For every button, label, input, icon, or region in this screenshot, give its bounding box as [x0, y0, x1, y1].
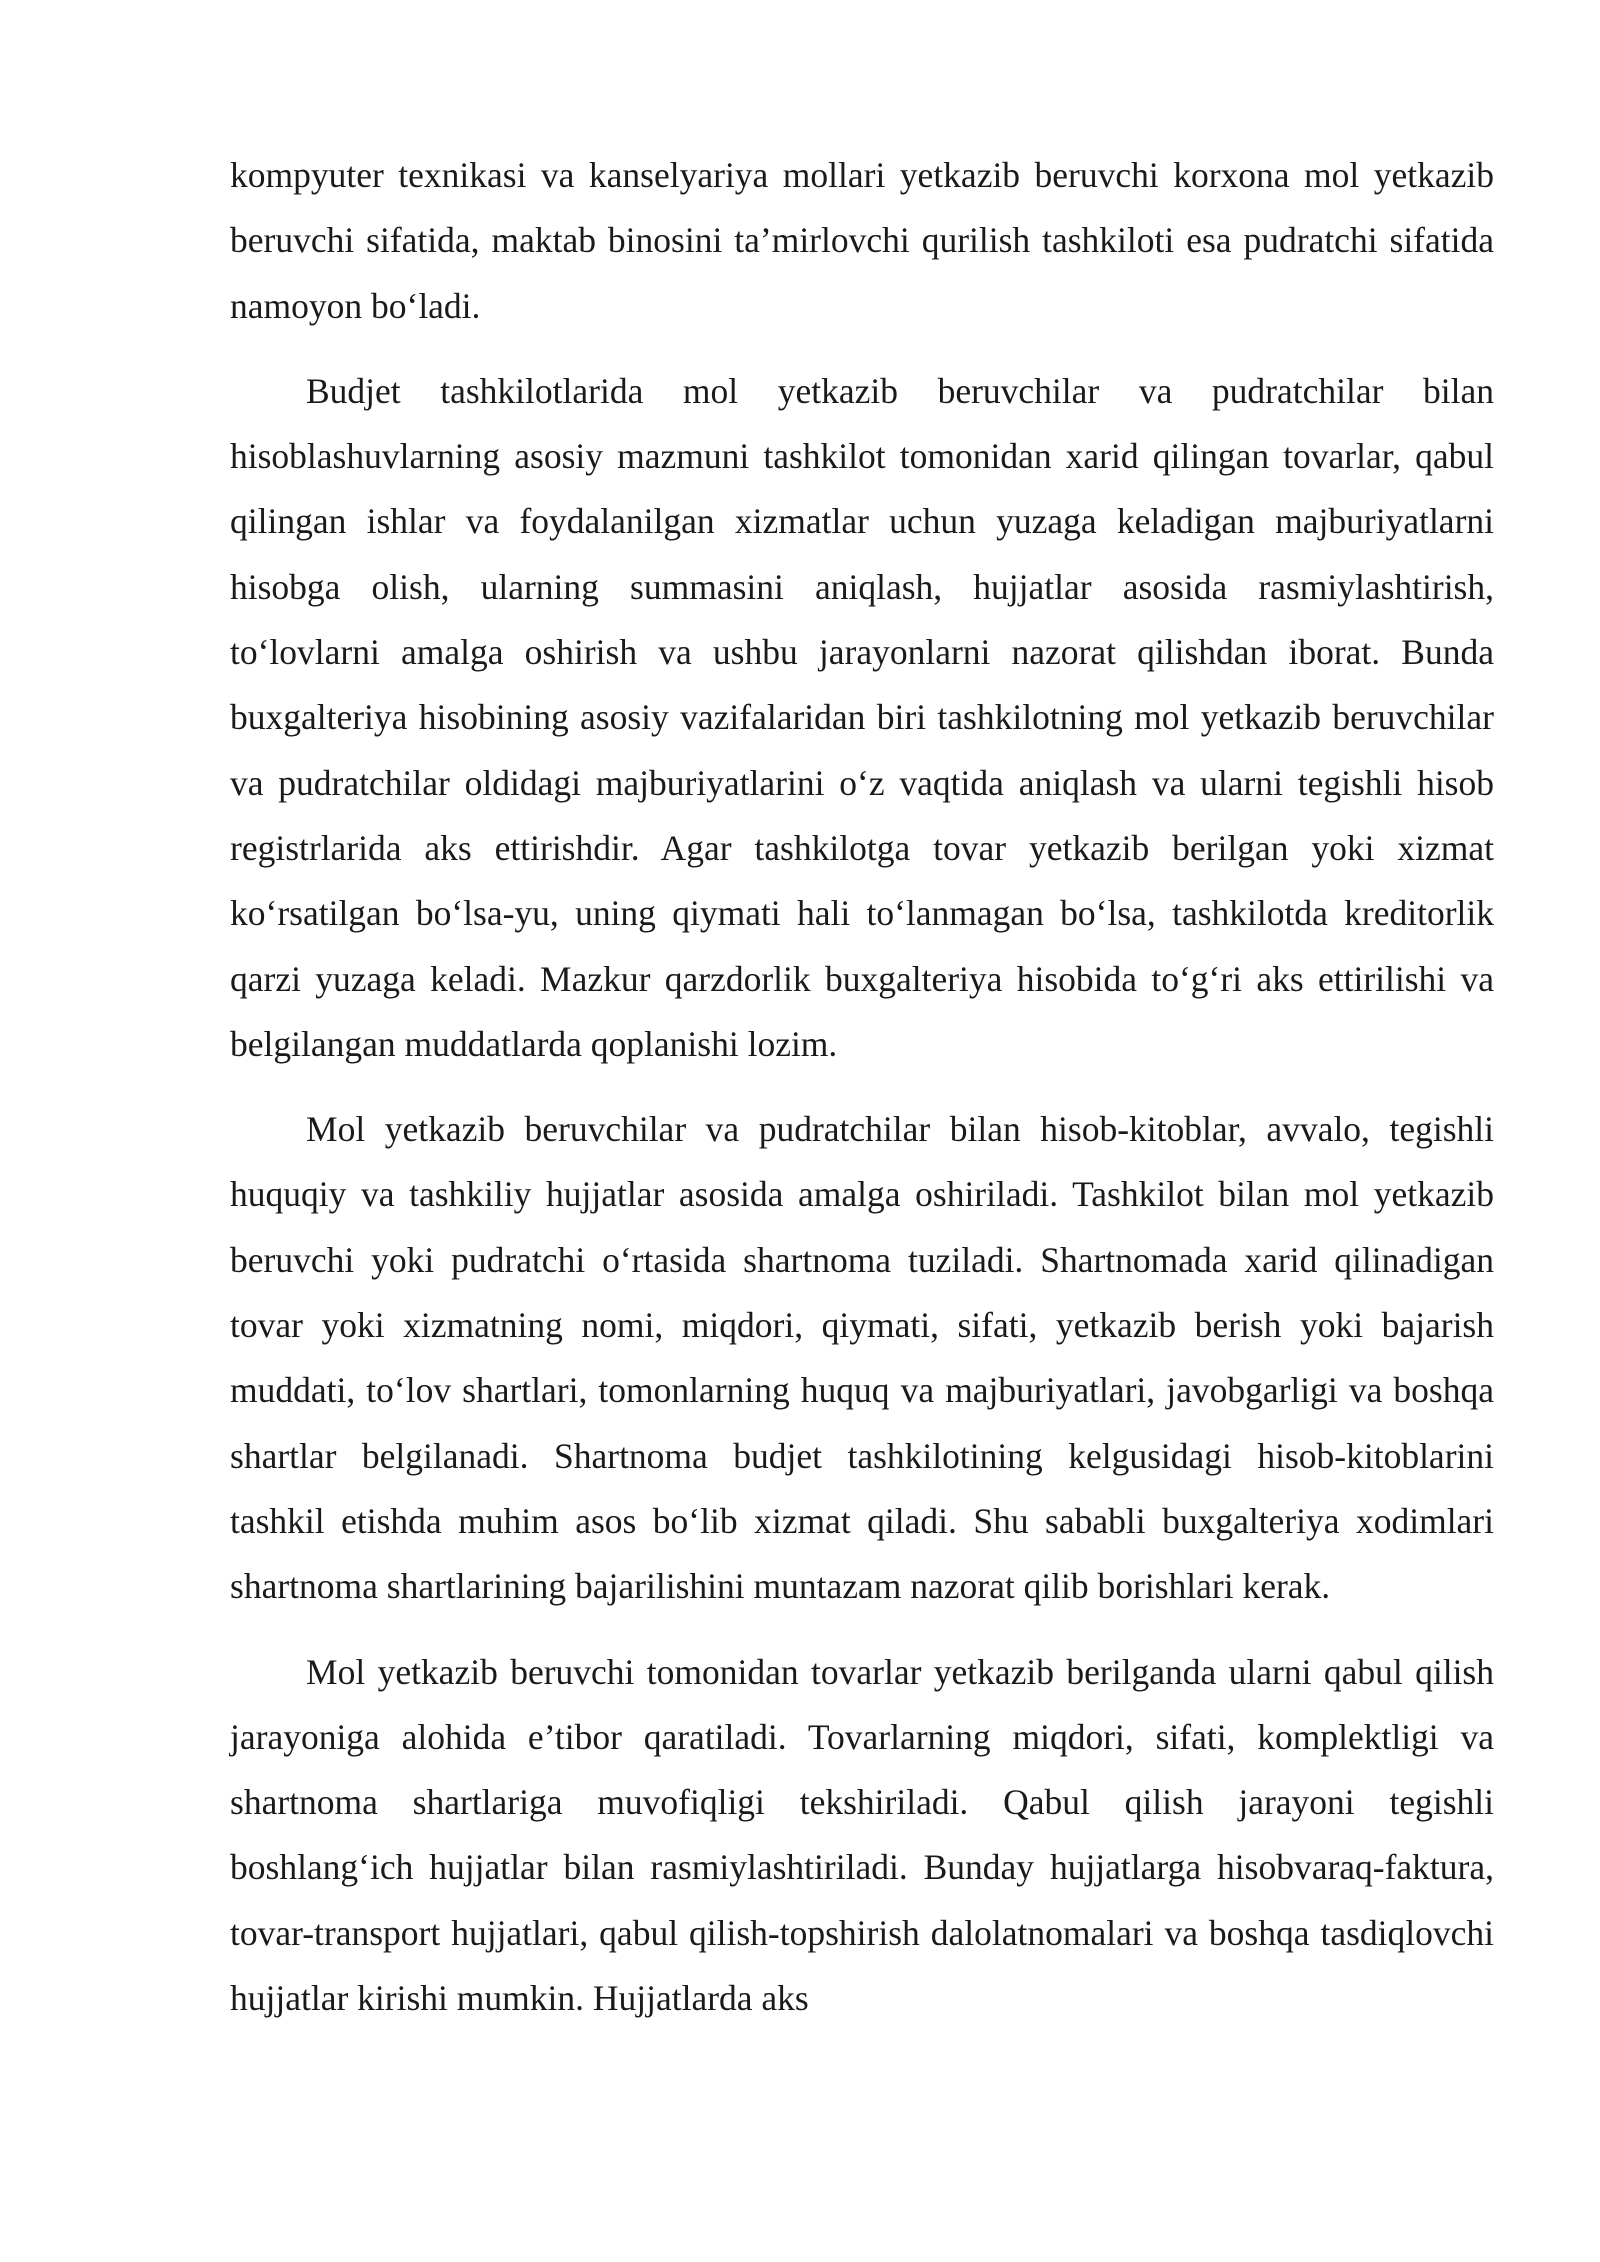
paragraph-settlements-overview: Budjet tashkilotlarida mol yetkazib beruvchilar va pudratchilar bilan hisoblashuvlarning asosiy mazmuni tashkilot tomonidan xarid qilingan tovarlar, qabul qilingan ishlar va foydalanilgan xizmatlar uchun yuzaga keladigan majburiyatlarni hisobga olish, ularning summasini aniqlash, hujjatlar asosida rasmiylashtirish, to‘lovlarni amalga oshirish va ushbu jarayonlarni nazorat qilishdan iborat. Bunda buxgalteriya hisobining asosiy vazifalaridan biri tashkilotning mol yetkazib beruvchilar va pudratchilar oldidagi majburiyatlarini o‘z vaqtida aniqlash va ularni tegishli hisob registrlarida aks ettirishdir. Agar tashkilotga tovar yetkazib berilgan yoki xizmat ko‘rsatilgan bo‘lsa-yu, uning qiymati hali to‘lanmagan bo‘lsa, tashkilotda kreditorlik qarzi yuzaga keladi. Mazkur qarzdorlik buxgalteriya hisobida to‘g‘ri aks ettirilishi va belgilangan muddatlarda qoplanishi lozim. [230, 370, 1494, 1064]
paragraph-goods-acceptance: Mol yetkazib beruvchi tomonidan tovarlar yetkazib berilganda ularni qabul qilish jarayoniga alohida e’tibor qaratiladi. Tovarlarning miqdori, sifati, komplektligi va shartnoma shartlariga muvofiqligi tekshiriladi. Qabul qilish jarayoni tegishli boshlang‘ich hujjatlar bilan rasmiylashtiriladi. Bunday hujjatlarga hisobvaraq-faktura, tovar-transport hujjatlari, qabul qilish-topshirish dalolatnomalari va boshqa tasdiqlovchi hujjatlar kirishi mumkin. Hujjatlarda aks [230, 1651, 1494, 2019]
paragraph-contract-basis: Mol yetkazib beruvchilar va pudratchilar bilan hisob-kitoblar, avvalo, tegishli huquqiy va tashkiliy hujjatlar asosida amalga oshiriladi. Tashkilot bilan mol yetkazib beruvchi yoki pudratchi o‘rtasida shartnoma tuziladi. Shartnomada xarid qilinadigan tovar yoki xizmatning nomi, miqdori, qiymati, sifati, yetkazib berish yoki bajarish muddati, to‘lov shartlari, tomonlarning huquq va majburiyatlari, javobgarligi va boshqa shartlar belgilanadi. Shartnoma budjet tashkilotining kelgusidagi hisob-kitoblarini tashkil etishda muhim asos bo‘lib xizmat qiladi. Shu sababli buxgalteriya xodimlari shartnoma shartlarining bajarilishini muntazam nazorat qilib borishlari kerak. [230, 1109, 1494, 1607]
document-body [230, 143, 1494, 2051]
paragraph-continuation: kompyuter texnikasi va kanselyariya mollari yetkazib beruvchi korxona mol yetkazib beruvchi sifatida, maktab binosini ta’mirlovchi qurilish tashkiloti esa pudratchi sifatida namoyon bo‘ladi. [230, 155, 1494, 326]
